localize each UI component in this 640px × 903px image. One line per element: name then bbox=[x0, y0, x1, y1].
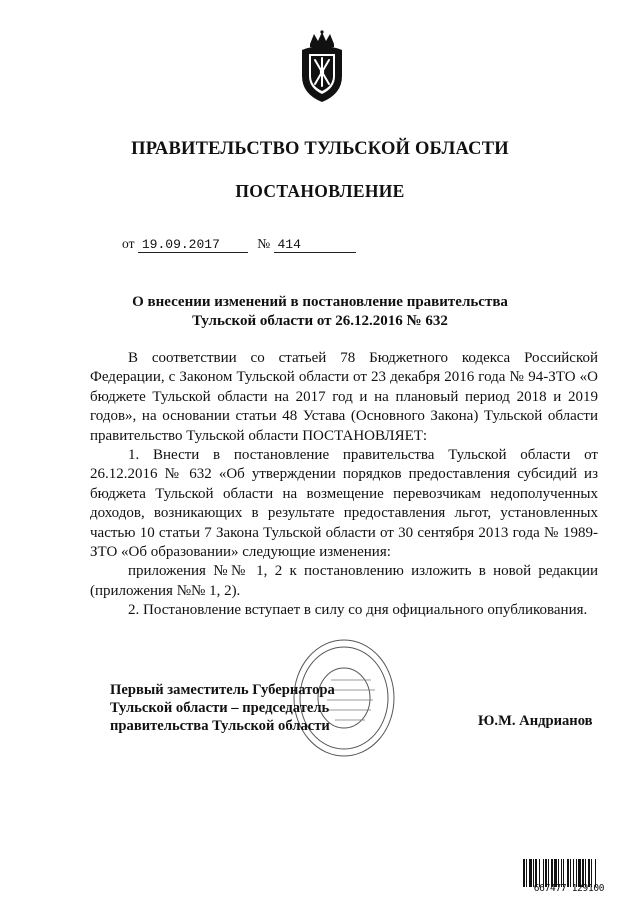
body-paragraph: В соответствии со статьей 78 Бюджетного кодекса Российской Федерации, с Законом Тульской области от 23 декабря 2016 года № 94-ЗТО «О бюджете Тульской области на 2017 год и на плановый период 2018 и 2019 годов», на основании статьи 48 Устава (Основного Закона) Тульской области правительство Тульской области ПОСТАНОВЛЯЕТ: bbox=[90, 350, 598, 444]
number-label: № bbox=[257, 236, 271, 251]
barcode-digits: 667477 129100 bbox=[533, 883, 605, 894]
decree-number: 414 bbox=[274, 238, 356, 253]
tula-coat-of-arms-icon bbox=[298, 30, 346, 104]
body-paragraph: 1. Внести в постановление правительства Тульской области от 26.12.2016 № 632 «Об утверждении порядков предоставления субсидий из бюджета Тульской области на возмещение перевозчикам недополученных доходов, возникающих в результате предоставления льгот, установленных частью 10 статьи 7 Закона Тульской области от 30 сентября 2013 года № 1989-ЗТО «Об образовании» следующие изменения: bbox=[90, 447, 598, 561]
decree-subject: О внесении изменений в постановление правительства Тульской области от 26.12.2016 № 632 bbox=[132, 294, 508, 329]
decree-body bbox=[90, 349, 598, 621]
decree-number-row bbox=[122, 236, 356, 253]
signatory-title-line: Первый заместитель Губернатора bbox=[110, 682, 335, 698]
organization-title: ПРАВИТЕЛЬСТВО ТУЛЬСКОЙ ОБЛАСТИ bbox=[131, 139, 509, 159]
document-type: ПОСТАНОВЛЕНИЕ bbox=[235, 181, 405, 201]
decree-date: 19.09.2017 bbox=[138, 238, 248, 253]
signatory-title bbox=[110, 681, 380, 736]
body-paragraph: 2. Постановление вступает в силу со дня официального опубликования. bbox=[128, 602, 588, 619]
body-paragraph: приложения №№ 1, 2 к постановлению изложить в новой редакции (приложения №№ 1, 2). bbox=[90, 563, 598, 599]
date-label: от bbox=[122, 236, 135, 251]
signatory-title-line: правительства Тульской области bbox=[110, 718, 330, 735]
signatory-title-line: Тульской области – председатель bbox=[110, 700, 330, 717]
signatory-name: Ю.М. Андрианов bbox=[478, 713, 593, 729]
